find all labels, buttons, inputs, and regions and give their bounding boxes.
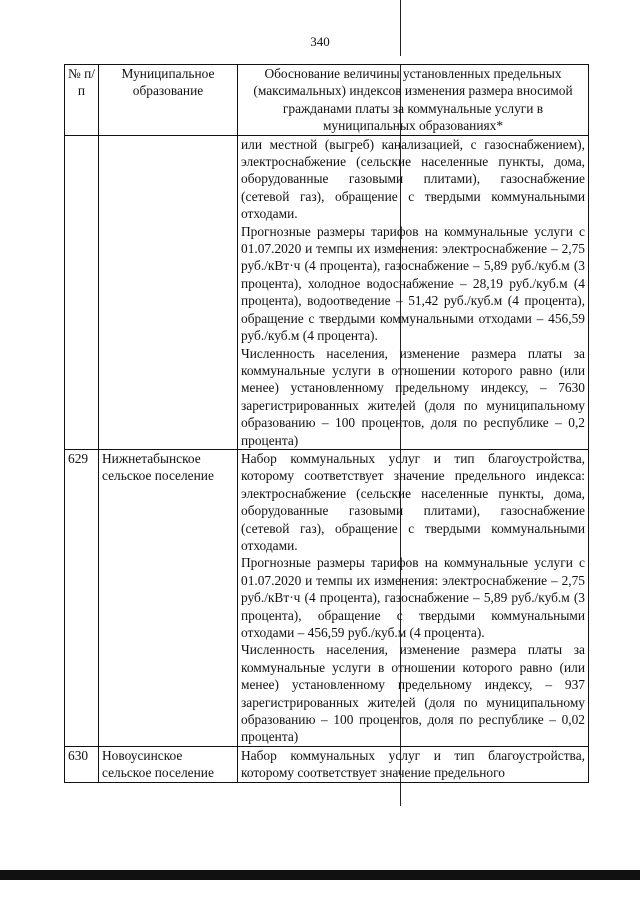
table-row bbox=[65, 135, 589, 449]
row-number: 629 bbox=[65, 449, 99, 746]
row-number bbox=[65, 135, 99, 449]
municipality-name: Новоусинское сельское поселение bbox=[99, 746, 238, 782]
justification-cell bbox=[238, 135, 589, 449]
justification-cell bbox=[238, 746, 589, 782]
binding-line-top bbox=[400, 0, 401, 56]
page-number: 340 bbox=[310, 34, 330, 49]
justification-paragraph: или местной (выгреб) канализацией, с газоснабжением), электроснабжение (сельские населенные пункты, дома, оборудованные газовыми плитами), газоснабжение (сетевой газ), обращение с твердыми коммунальными отходами. bbox=[241, 136, 585, 222]
justification-paragraph: Прогнозные размеры тарифов на коммунальные услуги с 01.07.2020 и темпы их изменения: электроснабжение – 2,75 руб./кВт·ч (4 процента), газоснабжение – 5,89 руб./куб.м (3 процента), холодное водоснабжение – 28,19 руб./куб.м (4 процента), водоотведение – 51,42 руб./куб.м (4 процента), обращение с твердыми коммунальными отходами – 456,59 руб./куб.м (4 процента). bbox=[241, 223, 585, 344]
tariff-table bbox=[64, 64, 589, 783]
municipality-name: Нижнетабынское сельское поселение bbox=[99, 449, 238, 746]
table-row bbox=[65, 449, 589, 746]
header-municipality: Муниципальное образование bbox=[99, 65, 238, 136]
justification-paragraph: Численность населения, изменение размера платы за коммунальные услуги в отношении которого равно (или менее) установленному предельному индексу, – 7630 зарегистрированных жителей (доля по муниципальному образованию – 100 процентов, доля по республике – 0,2 процента) bbox=[241, 345, 585, 448]
justification-paragraph: Набор коммунальных услуг и тип благоустройства, которому соответствует значение предельного индекса: электроснабжение (сельские населенные пункты, дома, оборудованные газовыми плитами), газоснабжение (сетевой газ), обращение с твердыми коммунальными отходами. bbox=[241, 450, 585, 553]
justification-paragraph: Численность населения, изменение размера платы за коммунальные услуги в отношении которого равно (или менее) установленному предельному индексу, – 937 зарегистрированных жителей (доля по муниципальному образованию – 100 процентов, доля по республике – 0,02 процента) bbox=[241, 642, 585, 745]
scan-footer-bar bbox=[0, 870, 640, 880]
municipality-name bbox=[99, 135, 238, 449]
justification-paragraph: Набор коммунальных услуг и тип благоустройства, которому соответствует значение предельного bbox=[241, 747, 585, 781]
row-number: 630 bbox=[65, 746, 99, 782]
justification-cell bbox=[238, 449, 589, 746]
justification-paragraph: Прогнозные размеры тарифов на коммунальные услуги с 01.07.2020 и темпы их изменения: электроснабжение – 2,75 руб./кВт·ч (4 процента), газоснабжение – 5,89 руб./куб.м (3 процента), обращение с твердыми коммунальными отходами – 456,59 руб./куб.м (4 процента). bbox=[241, 555, 585, 640]
header-justification: Обоснование величины установленных предельных (максимальных) индексов изменения размера вносимой гражданами платы за коммунальные услуги в муниципальных образованиях* bbox=[238, 65, 589, 136]
header-num: № п/п bbox=[65, 65, 99, 136]
table-header-row bbox=[65, 65, 589, 136]
table-row bbox=[65, 746, 589, 782]
